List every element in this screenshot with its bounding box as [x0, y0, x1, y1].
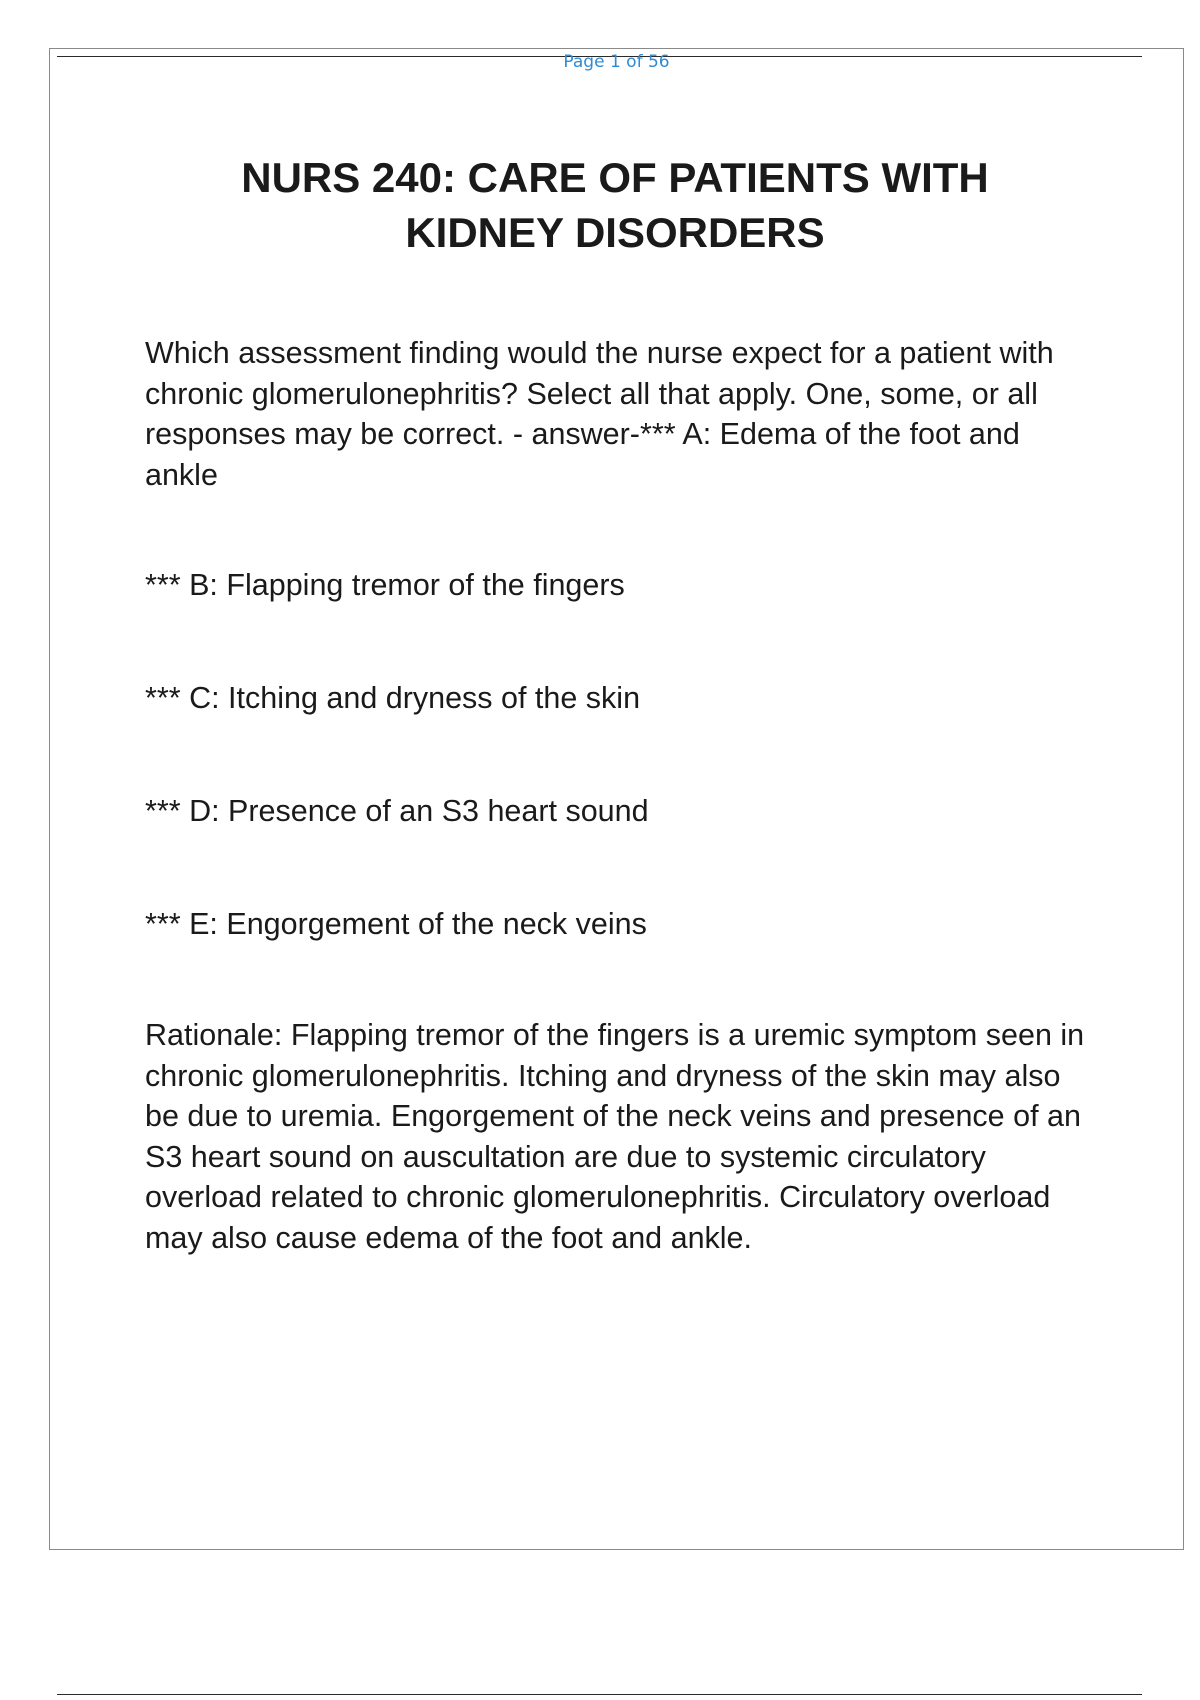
answer-option-b: *** B: Flapping tremor of the fingers — [145, 568, 625, 602]
title-line-2: KIDNEY DISORDERS — [405, 209, 825, 256]
rationale-text: Rationale: Flapping tremor of the fingers is a uremic symptom seen in chronic glomerulonephritis. Itching and dryness of the skin may also be due to uremia. Engorgement of the neck veins and presence of an S3 heart sound on auscultation are due to systemic circulatory overload related to chronic glomerulonephritis. Circulatory overload may also cause edema of the foot and ankle. — [145, 1018, 1085, 1255]
document-title — [148, 150, 1082, 260]
answer-option-c: *** C: Itching and dryness of the skin — [145, 681, 641, 715]
answer-option-d: *** D: Presence of an S3 heart sound — [145, 794, 649, 828]
page-number: Page 1 of 56 — [563, 52, 670, 72]
footer-rule — [57, 1694, 1142, 1695]
title-line-1: NURS 240: CARE OF PATIENTS WITH — [241, 154, 989, 201]
question-text: Which assessment finding would the nurse expect for a patient with chronic glomerulonephritis? Select all that apply. One, some, or all responses may be correct. - answer-*** A: Edema of the foot and ankle — [145, 336, 1054, 492]
answer-option-e: *** E: Engorgement of the neck veins — [145, 907, 647, 941]
